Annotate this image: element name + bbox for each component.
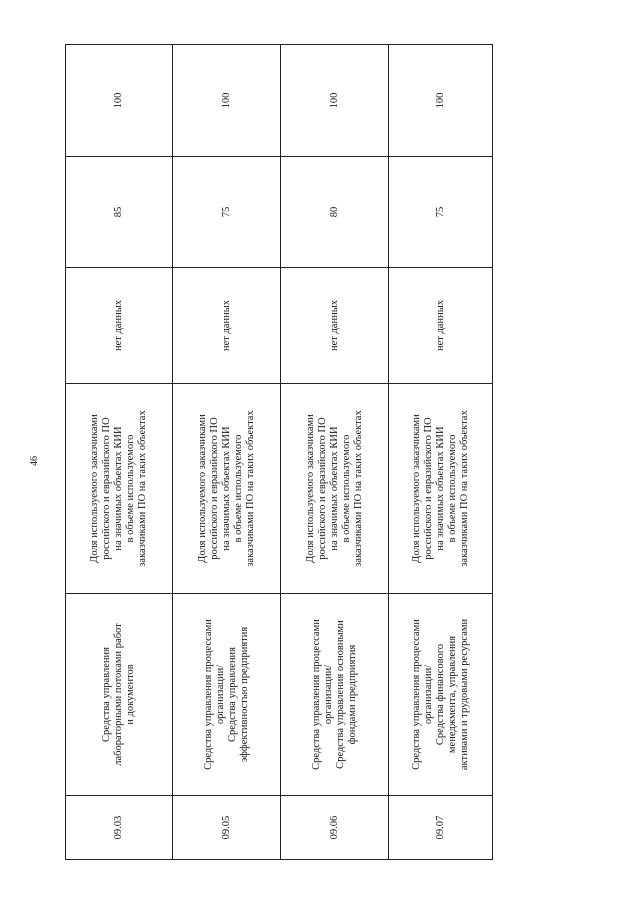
row-indicator: Доля используемого заказчиками российского и евразийского ПО на значимых объектах КИИ в объеме используемого заказчиками ПО на таких объектах: [66, 384, 173, 594]
row-target-mid-value: 75: [173, 157, 281, 268]
row-code: 09.06: [281, 796, 389, 860]
row-code: 09.03: [66, 796, 173, 860]
row-target-mid-value: 85: [66, 157, 173, 268]
row-target-mid-value: 80: [281, 157, 389, 268]
table-row: [389, 45, 493, 860]
table-row: [66, 45, 173, 860]
row-code: 09.05: [173, 796, 281, 860]
row-baseline-value: нет данных: [281, 268, 389, 384]
row-baseline-value: нет данных: [173, 268, 281, 384]
row-baseline-value: нет данных: [66, 268, 173, 384]
row-target-final-value: 100: [281, 45, 389, 157]
row-target-final-value: 100: [66, 45, 173, 157]
rotated-table-container: [65, 45, 492, 860]
table-row: [281, 45, 389, 860]
row-baseline-value: нет данных: [389, 268, 493, 384]
row-target-final-value: 100: [389, 45, 493, 157]
row-indicator: Доля используемого заказчиками российского и евразийского ПО на значимых объектах КИИ в объеме используемого заказчиками ПО на таких объектах: [389, 384, 493, 594]
row-target-final-value: 100: [173, 45, 281, 157]
table-row: [173, 45, 281, 860]
indicator-table: [65, 44, 493, 860]
row-category: Средства управления процессами организации/ Средства управления основными фондами предприятия: [281, 594, 389, 796]
page-number: 46: [29, 456, 40, 466]
row-category: Средства управления процессами организации/ Средства управления эффективностью предприятия: [173, 594, 281, 796]
row-category: Средства управления процессами организации/ Средства финансового менеджмента, управления активами и трудовыми ресурсами: [389, 594, 493, 796]
row-target-mid-value: 75: [389, 157, 493, 268]
row-indicator: Доля используемого заказчиками российского и евразийского ПО на значимых объектах КИИ в объеме используемого заказчиками ПО на таких объектах: [173, 384, 281, 594]
row-indicator: Доля используемого заказчиками российского и евразийского ПО на значимых объектах КИИ в объеме используемого заказчиками ПО на таких объектах: [281, 384, 389, 594]
row-code: 09.07: [389, 796, 493, 860]
row-category: Средства управления лабораторными потоками работ и документов: [66, 594, 173, 796]
